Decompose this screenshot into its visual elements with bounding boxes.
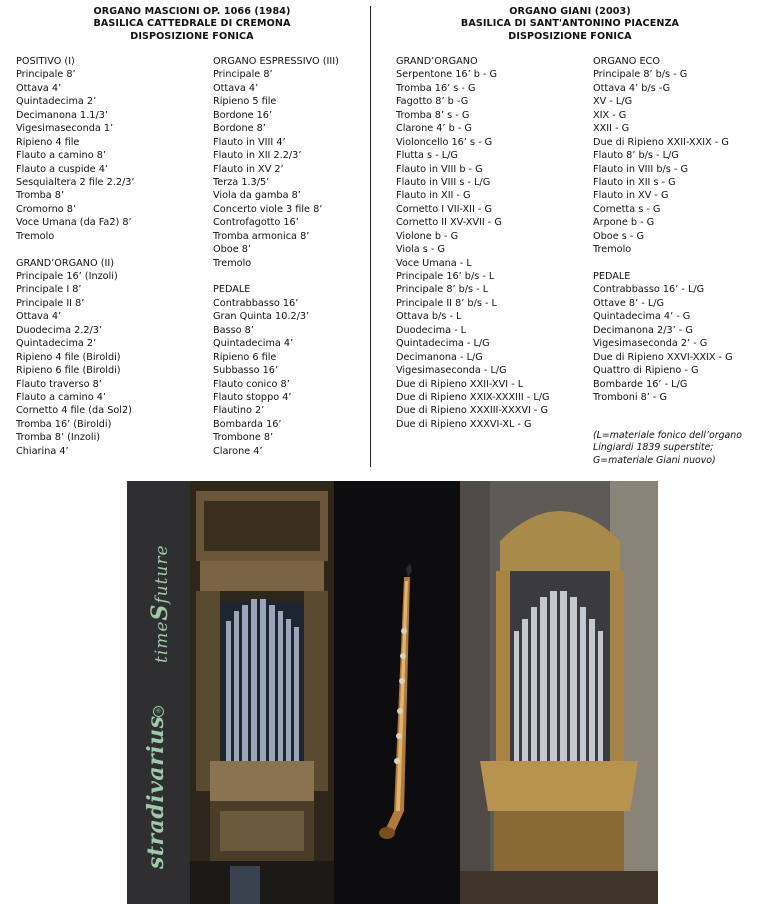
stop-item: Principale II 8’ b/s - L (396, 297, 497, 309)
stop-item: Principale 8’ b/s - G (593, 69, 688, 81)
stop-item: Ottava 4’ (213, 82, 259, 94)
stop-item: Contrabbasso 16’ - L/G (593, 284, 705, 296)
materials-note (593, 430, 768, 467)
stop-item: Tromba 8’ (Inzoli) (16, 432, 101, 444)
series-word-future: future (152, 544, 172, 604)
stop-item: Tromboni 8’ - G (593, 391, 668, 403)
stop-item: XIX - G (593, 109, 627, 121)
stop-item: Cornetta s - G (593, 203, 661, 215)
section-title-organo-eco: ORGANO ECO (593, 56, 660, 67)
stop-item: Flauto in XV - G (593, 190, 669, 202)
stop-item: Principale 8’ (16, 69, 76, 81)
stop-item: XXII - G (593, 123, 630, 135)
section-title-pedale-left: PEDALE (213, 284, 251, 296)
organ-case-left-image (190, 481, 334, 904)
organ-case-right-image (460, 481, 658, 904)
stop-item: Chiarina 4’ (16, 445, 69, 457)
stop-item: Gran Quinta 10.2/3’ (213, 311, 310, 323)
stop-item: Tromba 16’ s - G (396, 82, 476, 94)
stop-item: Quintadecima - L/G (396, 338, 490, 350)
stop-item: Decimanona - L/G (396, 351, 483, 363)
saxophone-photo (334, 481, 460, 904)
stop-item: Flutta s - L/G (396, 150, 458, 162)
stop-item: Ottava 4’ (16, 82, 62, 94)
stop-item: Decimanona 2/3’ - G (593, 324, 693, 336)
stop-item: Vigesimaseconda 1’ (16, 123, 114, 135)
stop-item: Arpone b - G (593, 217, 655, 229)
stop-item: Duodecima - L (396, 324, 467, 336)
stop-item: Cornetto II XV-XVII - G (396, 217, 502, 229)
section-title-espressivo: ORGANO ESPRESSIVO (III) (213, 56, 339, 67)
stop-item: Cornetto I VII-XII - G (396, 203, 493, 215)
stop-item: Ottava 4’ (16, 311, 62, 323)
stop-item: Bordone 16’ (213, 109, 273, 121)
stop-item: Flauto in XII s - G (593, 176, 676, 188)
stop-item: Concerto viole 3 file 8’ (213, 203, 323, 215)
left-header-line2: BASILICA CATTEDRALE DI CREMONA (93, 18, 291, 30)
spacer (16, 243, 135, 256)
stop-item: Principale 16’ b/s - L (396, 271, 495, 282)
column-positivo-grandorgano (16, 55, 135, 458)
right-header-line2: BASILICA DI SANT'ANTONINO PIACENZA (460, 18, 680, 30)
stop-item: Due di Ripieno XXXVI-XL - G (396, 418, 532, 430)
brand-logo: stradivarius (143, 715, 169, 869)
cremona-organ-photo (190, 481, 334, 904)
stop-item: Flauto in XII - G (396, 190, 471, 202)
stop-item: Due di Ripieno XXII-XVI - L (396, 378, 524, 390)
stop-item: Flauto in VIII b - G (396, 163, 483, 175)
right-organ-header (392, 6, 748, 43)
stop-item: Terza 1.3/5’ (213, 176, 270, 188)
note-line3: G=materiale Giani nuovo) (593, 454, 716, 466)
stop-item: Flautino 2’ (213, 405, 265, 417)
stop-item: Bombarde 16’ - L/G (593, 378, 688, 390)
stop-item: Basso 8’ (213, 324, 254, 336)
stop-item: Viola da gamba 8’ (213, 190, 301, 202)
stop-item: Controfagotto 16’ (213, 217, 299, 229)
stop-item: Tromba armonica 8’ (213, 230, 310, 242)
stop-item: Cornetto 4 file (da Sol2) (16, 405, 132, 417)
stop-item: Flauto conico 8’ (213, 378, 290, 390)
stop-item: Flauto in VIII 4’ (213, 136, 286, 148)
stop-item: Oboe s - G (593, 230, 644, 242)
left-header-line3: DISPOSIZIONE FONICA (130, 30, 254, 42)
stop-item: Ottava 4’ b/s -G (593, 82, 671, 94)
stop-item: Ripieno 6 file (213, 351, 277, 363)
stop-item: Due di Ripieno XXXIII-XXXVI - G (396, 405, 548, 417)
stop-item: Flauto stoppo 4’ (213, 391, 292, 403)
note-line2: Lingiardi 1839 superstite; (593, 442, 714, 454)
stop-item: Violone b - G (396, 230, 459, 242)
stop-item: Flauto a camino 8’ (16, 150, 106, 162)
stop-item: Serpentone 16’ b - G (396, 69, 498, 81)
stop-item: Tremolo (16, 230, 55, 242)
stop-item: Due di Ripieno XXIX-XXXIII - L/G (396, 391, 550, 403)
column-eco-pedale (593, 55, 733, 404)
stop-item: Flauto 8’ b/s - L/G (593, 150, 679, 162)
section-title-pedale-right: PEDALE (593, 271, 631, 282)
stop-item: Decimanona 1.1/3’ (16, 109, 108, 121)
stop-item: Tromba 8’ (16, 190, 65, 202)
column-divider (370, 6, 371, 467)
stop-item: Tromba 8’ s - G (396, 109, 470, 121)
stop-item: Voce Umana - L (396, 257, 472, 269)
stop-item: Quintadecima 2’ (16, 96, 97, 108)
piacenza-organ-photo (460, 481, 658, 904)
stop-item: Bombarda 16’ (213, 418, 282, 430)
series-word-time: time (152, 620, 172, 663)
stop-item: Tremolo (593, 244, 632, 256)
column-grand-organo-giani (396, 55, 550, 431)
stop-item: Quattro di Ripieno - G (593, 365, 699, 377)
spacer (213, 270, 339, 283)
stop-item: Principale II 8’ (16, 297, 85, 309)
soprano-saxophone-image (334, 481, 460, 904)
stop-item: Fagotto 8’ b -G (396, 96, 469, 108)
stop-item: Clarone 4’ b - G (396, 123, 472, 135)
note-line1: (L=materiale fonico dell’organo (593, 430, 742, 441)
right-header-line1: ORGANO GIANI (2003) (509, 6, 631, 17)
section-title-positivo: POSITIVO (I) (16, 56, 75, 67)
spacer (593, 257, 733, 270)
stop-item: Vigesimaseconda - L/G (396, 365, 507, 377)
stop-item: Ottave 8’ - L/G (593, 297, 664, 309)
left-organ-header (22, 6, 362, 43)
stop-item: Flauto in XII 2.2/3’ (213, 150, 302, 162)
stop-item: Flauto traverso 8’ (16, 378, 102, 390)
stop-item: Bordone 8’ (213, 123, 266, 135)
stop-item: Flauto in VIII s - L/G (396, 176, 491, 188)
right-header-line3: DISPOSIZIONE FONICA (508, 30, 632, 42)
stop-item: Trombone 8’ (213, 432, 274, 444)
stop-item: Ripieno 4 file (Biroldi) (16, 351, 121, 363)
stop-item: Flauto a cuspide 4’ (16, 163, 108, 175)
stop-item: Duodecima 2.2/3’ (16, 324, 103, 336)
stop-item: Clarone 4’ (213, 445, 263, 457)
stop-item: Ottava b/s - L (396, 311, 462, 323)
stop-item: Tromba 16’ (Biroldi) (16, 418, 112, 430)
stop-item: Viola s - G (396, 244, 445, 256)
stop-item: Sesquialtera 2 file 2.2/3’ (16, 176, 135, 188)
stop-item: Quintadecima 4’ (213, 338, 294, 350)
stop-item: Principale 16’ (Inzoli) (16, 271, 118, 282)
stop-item: Due di Ripieno XXII-XXIX - G (593, 136, 729, 148)
series-title (147, 544, 173, 663)
stop-item: XV - L/G (593, 96, 633, 108)
section-title-grand-organo: GRAND’ORGANO (396, 56, 478, 67)
series-letter-s: S (147, 603, 173, 621)
stop-item: Oboe 8’ (213, 244, 251, 256)
stop-item: Vigesimaseconda 2’ - G (593, 338, 708, 350)
registered-mark: ® (153, 706, 164, 717)
stop-item: Violoncello 16’ s - G (396, 136, 493, 148)
stop-item: Due di Ripieno XXVI-XXIX - G (593, 351, 733, 363)
stop-item: Ripieno 4 file (16, 136, 80, 148)
stop-item: Flauto in VIII b/s - G (593, 163, 688, 175)
cover-spine (127, 481, 190, 904)
stop-item: Quintadecima 4’ - G (593, 311, 691, 323)
stop-item: Contrabbasso 16’ (213, 297, 299, 309)
stop-item: Ripieno 5 file (213, 96, 277, 108)
album-cover (127, 481, 658, 904)
stop-item: Flauto a camino 4’ (16, 391, 106, 403)
stop-item: Principale I 8’ (16, 284, 82, 296)
section-title-grand-organo-ii: GRAND’ORGANO (II) (16, 257, 114, 269)
stop-item: Voce Umana (da Fa2) 8’ (16, 217, 132, 229)
stop-item: Flauto in XV 2’ (213, 163, 284, 175)
stop-item: Tremolo (213, 257, 252, 269)
left-header-line1: ORGANO MASCIONI OP. 1066 (1984) (93, 6, 291, 17)
stop-item: Cromorno 8’ (16, 203, 77, 215)
column-espressivo-pedale (213, 55, 339, 458)
stop-item: Ripieno 6 file (Biroldi) (16, 365, 121, 377)
stop-item: Quintadecima 2’ (16, 338, 97, 350)
stop-item: Principale 8’ b/s - L (396, 284, 489, 296)
stop-item: Principale 8’ (213, 69, 273, 81)
stop-item: Subbasso 16’ (213, 365, 279, 377)
